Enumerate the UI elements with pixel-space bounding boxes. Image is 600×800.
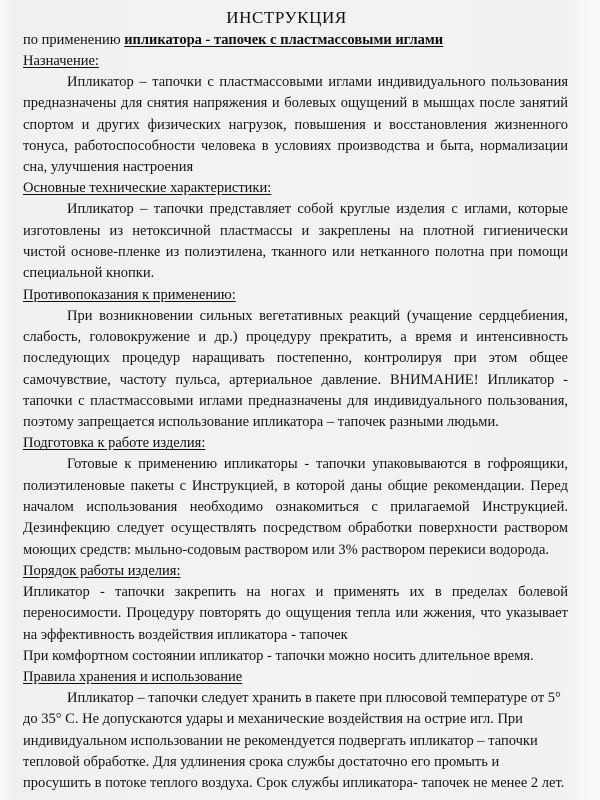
section-body-storage: Ипликатор – тапочки следует хранить в пакете при плюсовой температуре от 5° до 35° С. Не допускаются удары и механические воздействия на острие игл. При индивидуальном использовании не рекомендуется подвергать ипликатор – тапочки тепловой обработке. Для удлинения срока службы достаточно его промыть и просушить в потоке теплого воздуха. Срок службы ипликатора- тапочек не менее 2 лет.	[23, 690, 565, 792]
section-heading-specs: Основные технические характеристики:	[23, 180, 272, 197]
section-body-preparation: Готовые к применению ипликаторы - тапочки упаковываются в гофроящики, полиэтиленовые пакеты с Инструкцией, в которой даны общие рекомендации. Перед началом использования необходимо ознакомиться с прилагаемой Инструкцией. Дезинфекцию следует осуществлять посредством обработки поверхности раствором моющих средств: мыльно-содовым раствором или 3% раствором перекиси водорода.	[23, 456, 568, 558]
document-subtitle	[23, 30, 568, 50]
section-heading-preparation: Подготовка к работе изделия:	[23, 435, 206, 452]
section-heading-contraindications: Противопоказания к применению:	[23, 286, 236, 303]
section-body-contraindications: При возникновении сильных вегетативных реакций (учащение сердцебиения, слабость, головокружение и др.) процедуру прекратить, а время и интенсивность последующих процедур наращивать постепенно, контролируя при этом общее самочувствие, частоту пульса, артериальное давление. ВНИМАНИЕ! Ипликатор - тапочки с пластмассовыми иглами предназначены для индивидуального пользования, поэтому запрещается использование ипликатора – тапочек разными людьми.	[23, 307, 568, 431]
section-body-purpose: Ипликатор – тапочки с пластмассовыми иглами индивидуального пользования предназначены для снятия напряжения и болевых ощущений в мышцах после занятий спортом и других физических нагрузок, повышения и восстановления жизненного тонуса, работоспособности человека в условиях производства и быта, нормализации сна, улучшения настроения	[23, 74, 568, 176]
section-body-specs: Ипликатор – тапочки представляет собой круглые изделия с иглами, которые изготовлены из нетоксичной пластмассы и закреплены на плотной гигиенически чистой основе-пленке из полиэтилена, тканного или нетканного полотна при помощи специальной кнопки.	[23, 201, 568, 282]
document-body	[23, 0, 568, 800]
section-heading-operation: Порядок работы изделия:	[23, 562, 181, 579]
section-body-operation-comfort: При комфортном состоянии ипликатор - тапочки можно носить длительное время.	[23, 647, 534, 664]
subtitle-prefix: по применению	[23, 32, 125, 48]
section-body-operation: Ипликатор - тапочки закрепить на ногах и применять их в пределах болевой переносимости. Процедуру повторять до ощущения тепла или жжения, что указывает на эффективность воздействия ипликатора - тапочек	[23, 583, 568, 643]
subtitle-emphasis: ипликатора - тапочек с пластмассовыми иглами	[124, 32, 444, 48]
section-heading-purpose: Назначение:	[23, 53, 99, 69]
section-heading-storage: Правила хранения и использование	[23, 669, 243, 686]
page-title: ИНСТРУКЦИЯ	[226, 8, 347, 27]
